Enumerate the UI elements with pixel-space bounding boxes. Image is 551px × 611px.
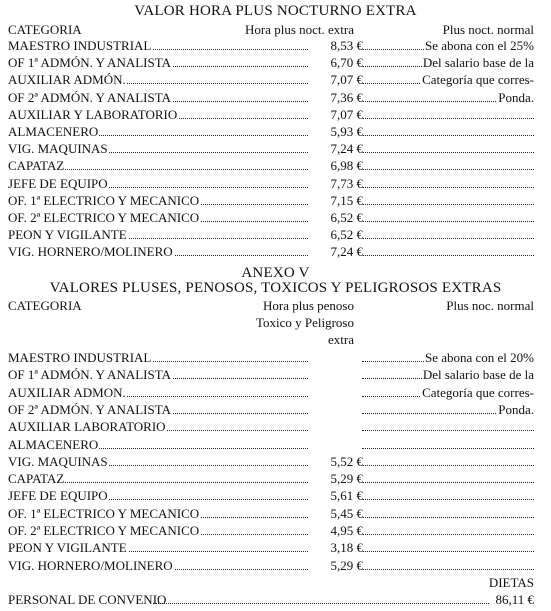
dietas-category: PERSONAL DE CONVENIO — [8, 592, 167, 607]
dot-leader — [362, 482, 534, 483]
note-cell: Ponda. — [498, 89, 534, 105]
table-row — [8, 91, 534, 105]
note-cell: Categoría que corres- — [422, 384, 534, 400]
category-cell: JEFE DE EQUIPO — [8, 488, 108, 504]
section1-header-normal: Plus noct. normal — [442, 22, 534, 37]
dietas-leader — [153, 603, 489, 604]
dot-leader — [362, 499, 534, 500]
category-cell: OF 2ª ADMÓN. Y ANALISTA — [8, 89, 172, 105]
dot-leader — [362, 517, 534, 518]
note-cell: Del salario base de la — [422, 55, 534, 71]
dot-leader — [362, 187, 534, 188]
table-row — [8, 211, 534, 225]
table-row — [8, 507, 534, 521]
category-cell: AUXILIAR LABORATORIO — [8, 419, 166, 435]
value-cell: 5,52 € — [308, 455, 363, 468]
section1-header-hour: Hora plus noct. extra — [244, 22, 354, 37]
category-cell: CAPATAZ — [8, 158, 65, 174]
value-cell: 7,15 € — [308, 194, 363, 207]
category-cell: OF 1ª ADMÓN. Y ANALISTA — [8, 55, 172, 71]
table-row — [8, 472, 534, 486]
dot-leader — [362, 551, 534, 552]
note-cell: Ponda. — [498, 401, 534, 417]
table-row — [8, 524, 534, 538]
note-cell: Del salario base de la — [422, 367, 534, 383]
table-row — [8, 56, 534, 70]
category-cell: OF. 1ª ELECTRICO Y MECANICO — [8, 192, 200, 208]
category-cell: CAPATAZ — [8, 471, 65, 487]
table-row — [8, 245, 534, 259]
value-cell: 5,45 € — [308, 507, 363, 520]
dot-leader — [362, 238, 534, 239]
value-cell: 5,29 € — [308, 559, 363, 572]
value-cell: 6,52 € — [308, 211, 363, 224]
category-cell: OF. 2ª ELECTRICO Y MECANICO — [8, 210, 200, 225]
table-row — [8, 73, 534, 87]
dot-leader — [362, 465, 534, 466]
section2-header-normal: Plus noc. normal — [446, 298, 534, 313]
table-row — [8, 489, 534, 503]
note-cell: Se abona con el 25% — [424, 38, 534, 53]
value-cell: 5,61 € — [308, 489, 363, 502]
dietas-value: 86,11 € — [495, 592, 534, 607]
table-row — [8, 559, 534, 573]
value-cell: 3,18 € — [308, 541, 363, 554]
table-row — [8, 142, 534, 156]
category-cell: MAESTRO INDUSTRIAL — [8, 38, 152, 53]
table-row — [8, 125, 534, 139]
value-cell: 5,29 € — [308, 472, 363, 485]
category-cell: OF. 1ª ELECTRICO Y MECANICO — [8, 505, 200, 521]
note-cell: Se abona con el 20% — [424, 350, 534, 365]
category-cell: VIG. MAQUINAS — [8, 453, 108, 469]
dietas-label: DIETAS — [488, 575, 534, 590]
value-cell: 6,52 € — [308, 228, 363, 241]
value-cell: 5,93 € — [308, 125, 363, 138]
table-row — [8, 351, 534, 365]
value-cell: 7,24 € — [308, 245, 363, 258]
value-cell: 7,73 € — [308, 177, 363, 190]
value-cell: 7,24 € — [308, 142, 363, 155]
table-row — [8, 177, 534, 191]
dot-leader — [362, 534, 534, 535]
category-cell: MAESTRO INDUSTRIAL — [8, 350, 152, 365]
dot-leader — [362, 430, 534, 431]
category-cell: VIG. HORNERO/MOLINERO — [8, 557, 173, 573]
value-cell: 7,07 € — [308, 108, 363, 121]
dot-leader — [362, 135, 534, 136]
value-cell: 6,98 € — [308, 159, 363, 172]
value-cell: 6,70 € — [308, 56, 363, 69]
category-cell: ALMACENERO — [8, 436, 99, 452]
note-cell: Categoría que corres- — [422, 72, 534, 88]
category-cell: VIG. MAQUINAS — [8, 141, 108, 157]
section2-header-hour-line2: Toxico y Peligroso — [255, 315, 354, 330]
table-row — [8, 108, 534, 122]
dot-leader — [362, 448, 534, 449]
dot-leader — [362, 152, 534, 153]
category-cell: OF. 2ª ELECTRICO Y MECANICO — [8, 523, 200, 538]
table-row — [8, 386, 534, 400]
table-row — [8, 228, 534, 242]
dot-leader — [362, 221, 534, 222]
table-row — [8, 455, 534, 469]
value-cell: 7,36 € — [308, 91, 363, 104]
category-cell: AUXILIAR ADMON. — [8, 384, 126, 400]
section2-title: VALORES PLUSES, PENOSOS, TOXICOS Y PELIGROSOS EXTRAS — [49, 280, 502, 296]
table-row — [8, 403, 534, 417]
dot-leader — [362, 569, 534, 570]
table-row — [8, 39, 534, 53]
table-row — [8, 541, 534, 555]
section2-header-hour-line3: extra — [328, 332, 354, 347]
section2-header-category: CATEGORIA — [8, 298, 82, 313]
section1-title: VALOR HORA PLUS NOCTURNO EXTRA — [134, 3, 417, 19]
table-row — [8, 194, 534, 208]
dot-leader — [362, 255, 534, 256]
value-cell: 7,07 € — [308, 73, 363, 86]
value-cell: 4,95 € — [308, 524, 363, 537]
annex-title: ANEXO V — [241, 265, 310, 281]
category-cell: ALMACENERO — [8, 124, 99, 139]
category-cell: PEON Y VIGILANTE — [8, 227, 127, 243]
table-row — [8, 420, 534, 434]
category-cell: VIG. HORNERO/MOLINERO — [8, 244, 173, 260]
category-cell: OF 1ª ADMÓN. Y ANALISTA — [8, 367, 172, 383]
section1-header-category: CATEGORIA — [8, 22, 82, 37]
category-cell: PEON Y VIGILANTE — [8, 540, 127, 556]
category-cell: OF 2ª ADMÓN. Y ANALISTA — [8, 401, 172, 417]
category-cell: JEFE DE EQUIPO — [8, 175, 108, 191]
dietas-row — [8, 593, 534, 607]
table-row — [8, 368, 534, 382]
value-cell: 8,53 € — [308, 39, 363, 52]
dot-leader — [362, 169, 534, 170]
section2-header-hour-line1: Hora plus penoso — [263, 298, 354, 313]
dot-leader — [362, 118, 534, 119]
category-cell: AUXILIAR ADMÓN. — [8, 72, 126, 88]
dot-leader — [362, 204, 534, 205]
category-cell: AUXILIAR Y LABORATORIO — [8, 106, 178, 122]
table-row — [8, 438, 534, 452]
table-row — [8, 159, 534, 173]
